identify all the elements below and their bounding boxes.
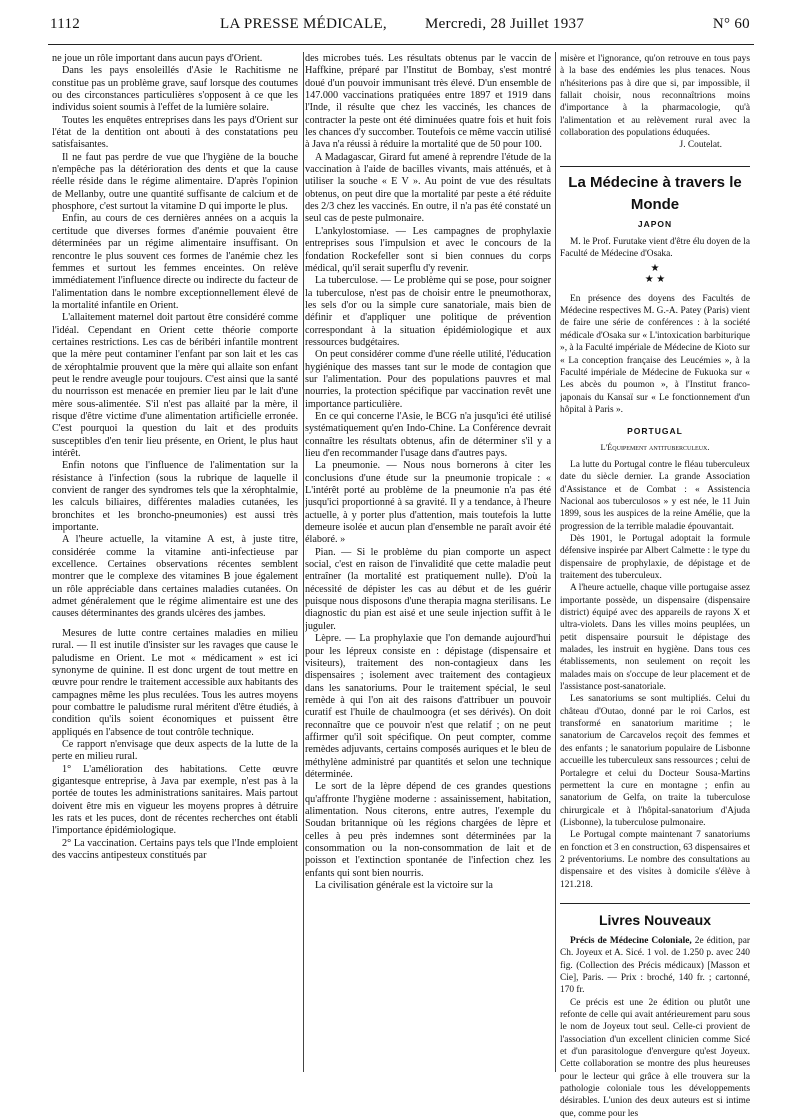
issue-date: Mercredi, 28 Juillet 1937 (425, 16, 585, 32)
paragraph: L'ankylostomiase. — Les campagnes de prophylaxie entreprises sous l'impulsion et avec le concours de la fondation Rockefeller sont si bien connues du corps médical, qu'il serait superflu d'y revenir. (305, 225, 551, 274)
article-column-2 (305, 53, 551, 892)
paragraph: Ce rapport n'envisage que deux aspects de la lutte de la perte en milieu rural. (52, 738, 298, 763)
page-header (50, 16, 750, 40)
paragraph: des microbes tués. Les résultats obtenus par le vaccin de Haffkine, préparé par l'Institut de Bombay, s'est montré doué d'un pouvoir immunisant très élevé. D'un ensemble de 147.000 vaccinations pratiquées entre 1897 et 1919 dans l'Inde, il résulte que chez les vaccinés, les chances de contracter la peste ont été diminuées quatre fois et huit fois les chances d'y succomber. Toutefois ce même vaccin utilisé à Java n'a réussi à réduire la mortalité que de 50 pour 100. (305, 53, 551, 151)
paragraph: A Madagascar, Girard fut amené à reprendre l'étude de la vaccination à l'aide de bacilles vivants, mais atténués, et à utiliser la souche « E V ». Au point de vue des résultats obtenus, on peut dire que la mortalité par peste a été réduite des 2/3 chez les vaccinés. En outre, il n'a pas été constaté un seul cas de peste pulmonaire. (305, 151, 551, 225)
article-column-1 (52, 53, 298, 862)
paragraph: En ce qui concerne l'Asie, le BCG n'a jusqu'ici été utilisé systématiquement qu'en Indo-Chine. La Conférence devrait connaître les résultats obtenus, afin de déterminer s'il y a lieu d'en recommander l'usage dans d'autres pays. (305, 410, 551, 459)
paragraph: M. le Prof. Furutake vient d'être élu doyen de la Faculté de Médecine d'Osaka. (560, 237, 750, 260)
paragraph: Le Portugal compte maintenant 7 sanatoriums en fonction et 3 en construction, 63 dispensaires et 2 préventoriums. Le nombre des consultations au dispensaire et des visites à domicile s'élève à 121.218. (560, 830, 750, 890)
article-column-3 (560, 53, 750, 1120)
paragraph: 1° L'amélioration des habitations. Cette œuvre gigantesque entreprise, à Java par exemple, n'est pas à la portée de toutes les administrations sanitaires. Mais partout doivent être mis en vigueur les moyens propres à détruire les rats et les puces, dont de récentes recherches ont établi l'importance épidémiologique. (52, 763, 298, 837)
paragraph: La lutte du Portugal contre le fléau tuberculeux date du siècle dernier. La grande Association d'Assistance et de Combat : « Assistencia Nacional aos tuberculosos » y est née, le 11 Juin 1899, sous les auspices de la reine Amélie, que la progression de la terrible maladie épouvantait. (560, 459, 750, 532)
paragraph: Dans les pays ensoleillés d'Asie le Rachitisme ne constitue pas un problème grave, sauf lorsque des coutumes ou des circonstances particulières s'opposent à ce que les individus soient soumis à l'effet de la lumière solaire. (52, 65, 298, 114)
author-signature: J. Coutelat. (679, 140, 722, 151)
paragraph: Enfin, au cours de ces dernières années on a acquis la certitude que diverses formes d'anémie pouvaient être déterminées par un régime alimentaire insuffisant. On rencontre le plus souvent ces formes de l'anémie chez les femmes et surtout les femmes enceintes. On relève immédiatement l'influence directe ou indirecte du facteur de l'alimentation dans le nombre exceptionnellement élevé de la mortalité infantile en Orient. (52, 213, 298, 311)
paragraph: La pneumonie. — Nous nous bornerons à citer les conclusions d'une étude sur la pneumonie tropicale : « L'intérêt porté au problème de la pneumonie n'a pas été jusqu'ici proportionné à sa gravité. Il y a tendance, à l'heure actuelle, à y porter plus d'attention, mais toutefois la lutte demeure isolée et aucun plan d'ensemble ne paraît avoir été élaboré. » (305, 460, 551, 546)
paragraph: A l'heure actuelle, la vitamine A est, à juste titre, considérée comme la vitamine anti-infectieuse par excellence. Certaines observations récentes semblent montrer que le complexe des vitamines B joue également un rôle appréciable dans certaines maladies cutanées. On admet généralement que le régime alimentaire est une des causes déterminantes des grands ulcères des jambes. (52, 534, 298, 620)
paragraph: En présence des doyens des Facultés de Médecine respectives M. G.-A. Patey (Paris) vient de faire une série de conférences : à la société médicale d'Osaka sur « L'intoxication barbiturique », à la Faculté impériale de Médecine de Kioto sur « La conception française des Leucémies », à la Faculté impériale de Médecine de Fukuoka sur « Les abcès du poumon », à l'Institut franco-japonais du Kansaï sur « Le fonctionnement d'un hôpital à Paris ». (560, 293, 750, 415)
paragraph: On peut considérer comme d'une réelle utilité, l'éducation hygiénique des masses tant sur le mode de contagion que sur l'alimentation. Pour des populations pauvres et mal nourries, la protection spécifique par vaccination revêt une importance particulière. (305, 349, 551, 410)
paragraph: misère et l'ignorance, qu'on retrouve en tous pays à la base des endémies les plus tenaces. Nous n'hésiterions pas à dire que si, par impossible, il fallait choisir, nous reconnaîtrions moins d'importance à la pharmacologie, qu'à l'alimentation et au relèvement rural avec la collaboration des populations éduquées. (560, 54, 750, 139)
paragraph: Le sort de la lèpre dépend de ces grandes questions qu'affronte l'hygiène moderne : assainissement, habitation, alimentation. Nous citerons, entre autres, l'exemple du Soudan britannique où les régions chargées de lèpre et celles à peu près indemnes sont déterminées par la consommation ou la non-consommation de lait et de poisson et l'extinction spontanée de l'infection chez les enfants qui sont bien nourris. (305, 781, 551, 879)
section-rule (560, 903, 750, 904)
subsection-label: JAPON (637, 218, 673, 229)
publication-title: LA PRESSE MÉDICALE, (220, 16, 387, 32)
header-rule (48, 44, 754, 45)
subsection-subtitle: L'Équipement antituberculeux. (600, 442, 710, 452)
issue-number: N° 60 (712, 16, 750, 32)
paragraph: Il ne faut pas perdre de vue que l'hygiène de la bouche n'empêche pas la détérioration des dents et que la cause réelle réside dans le régime alimentaire. D'après l'opinion de Mellanby, outre une quantité suffisante de calcium et de phosphore, c'est surtout la vitamine D qui importe le plus. (52, 151, 298, 213)
book-title: Précis de Médecine Coloniale, (570, 935, 692, 946)
paragraph: Toutes les enquêtes entreprises dans les pays d'Orient sur l'état de la dentition ont abouti à des constatations peu satisfaisantes. (52, 114, 298, 151)
paragraph: A l'heure actuelle, chaque ville portugaise assez importante possède, un dispensaire (dispensaire district) équipé avec des appareils de rayons X et ultra-violets. Dans les villes moins peuplées, un petit dispensaire poursuit le dépistage des malades, les instruit en hygiène. Dans tous ces établissements, non seulement on reçoit les malades mais on s'occupe de leur placement et de l'assistance post-sanatoriale. (560, 583, 750, 693)
section-title: Livres Nouveaux (598, 911, 712, 928)
book-reference (560, 935, 750, 997)
paragraph: ne joue un rôle important dans aucun pays d'Orient. (52, 53, 263, 64)
paragraph: Ce précis est une 2e édition ou plutôt une refonte de celle qui avait antérieurement paru sous le nom de Joyeux tout seul. Celle-ci provient de l'association d'un excellent clinicien comme Sicé et d'un parasitologue d'envergure qu'est Joyeux. Cette collaboration se montre des plus heureuses pour le lecteur qui grâce à elle trouvera sur la pathologie coloniale tous les développements désirables. L'union des deux auteurs est si intime que, comme pour les (560, 997, 750, 1119)
subsection-label: PORTUGAL (627, 426, 683, 437)
stars-separator: ★ ★ ★ (644, 262, 666, 285)
paragraph: Enfin notons que l'influence de l'alimentation sur la résistance à l'infection (sous la rubrique de laquelle il convient de ranger des syndromes tels que la xérophtalmie, les calculs biliaires, différentes maladies cutanées, les bronchites et les broncho-pneumonies) est aussi très importante. (52, 460, 298, 534)
paragraph: La tuberculose. — Le problème qui se pose, pour soigner la tuberculose, n'est pas de choisir entre le pneumothorax, les sels d'or ou la simple cure sanatoriale, mais bien de définir et d'appliquer une politique de prévention correspondant à la situation épidémiologique et aux ressources budgétaires. (305, 275, 551, 348)
paragraph: Pian. — Si le problème du pian comporte un aspect social, c'est en raison de l'invalidité que cette maladie peut entraîner (la mortalité est pratiquement nulle). D'où la nécessité de dépister les cas au début et de les guérir puisque nous disposons d'une therapia magna sterilisans. Le diagnostic du pian est aisé et une seule injection suffit à le juguler. (305, 546, 551, 632)
paragraph: 2° La vaccination. Certains pays tels que l'Inde emploient des vaccins antipesteux constitués par (52, 837, 298, 861)
page-number: 1112 (50, 16, 81, 32)
paragraph: Mesures de lutte contre certaines maladies en milieu rural. — Il est inutile d'insister sur les ravages que cause le paludisme en Orient. Le mot « médicament » est ici synonyme de quinine. Il est donc urgent de tout mettre en œuvre pour rendre le traitement accessible aux habitants des campagnes même les plus reculées. Tous les autres moyens pour combattre le paludisme rural méritent d'être étudiés, à condition qu'ils soient économiques et puissent être appliqués en l'absence de tout contrôle technique. (52, 627, 298, 738)
paragraph: Lèpre. — La prophylaxie que l'on demande aujourd'hui pour les lépreux consiste en : dépistage (dispensaire et visiteurs), traitement des non-contagieux dans les dispensaires ; isolement avec traitement des contagieux dans les sanatoriums. Pour le traitement spécial, le seul remède à qui l'on ait des raisons d'attribuer un pouvoir curatif est l'huile de chaulmoogra (et ses dérivés). On doit reconnaître que ce pouvoir n'est que relatif ; on ne peut affirmer qu'il soit spécifique. On peut compter, comme remèdes adjuvants, certains composés auriques et le bleu de méthylène administré par quantités et selon une technique déterminée. (305, 633, 551, 780)
column-divider (303, 52, 304, 1072)
section-rule (560, 166, 750, 167)
paragraph: Les sanatoriums se sont multipliés. Celui du château d'Outao, donné par le roi Carlos, est transformé en sanatorium maritime ; le sanatorium de Carcavelos reçoit des femmes et des enfants ; le sanatorium populaire de Lisbonne accueille les tuberculeux sans ressources ; celui de Portalegre et celui du Docteur Sousa-Martins permettent la cure en montagne ; enfin au sanatorium de Gelfa, on traite la tuberculose chirurgicale et à l'hôpital-sanatorium d'Ajuda (Lisbonne), la tuberculose pulmonaire. (560, 694, 750, 828)
paragraph: Dès 1901, le Portugal adoptait la formule défensive inspirée par Albert Calmette : le type du dispensaire de prophylaxie, de dépistage et de traitement des tuberculeux. (560, 533, 750, 581)
paragraph: L'allaitement maternel doit partout être considéré comme l'idéal. Cependant en Orient cette théorie comporte certaines restrictions. Les cas de béribéri infantile montrent que la mère peut contaminer l'enfant par son lait et les cas de xérophtalmie prouvent que la mère qui allaite son enfant peut le rendre aveugle pour toujours. C'est ainsi que la santé du nourrisson est menacée en premier lieu par le lait d'une mère sous-alimentée. S'il n'est pas allaité par la mère, il risque d'être victime d'une alimentation artificielle erronée. C'est pourquoi la question du lait et des produits susceptibles d'en tenir lieu présente, en Orient, le plus haut intérêt. (52, 312, 298, 459)
column-divider (555, 52, 556, 1072)
paragraph: La civilisation générale est la victoire sur la (315, 880, 493, 892)
section-title: La Médecine à travers le Monde (568, 173, 742, 213)
book-details: 2e édition, par Ch. Joyeux et A. Sicé. 1 vol. de 1.250 p. avec 240 fig. (Collection des Précis médicaux) [Masson et Cie], Paris. — Prix : broché, 140 fr. ; cartonné, 170 fr. (560, 935, 750, 996)
